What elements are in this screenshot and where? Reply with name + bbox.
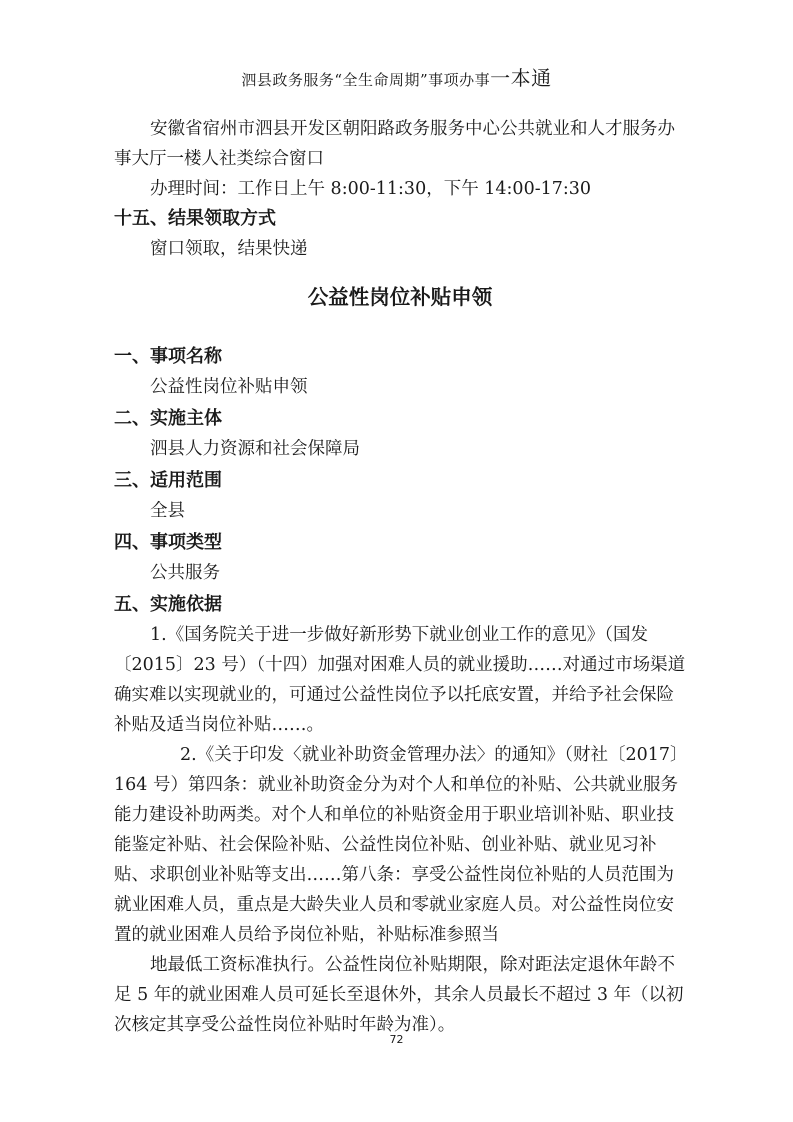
section-15-body: 窗口领取，结果快递 — [150, 239, 308, 259]
basis-item-2: 2.《关于印发〈就业补助资金管理办法〉的通知》（财社〔2017〕164 号）第四条：就业补助资金分为对个人和单位的补贴、公共就业服务能力建设补助两类。对个人和单位的补贴资金用于职业培训补贴、职业技能鉴定补贴、社会保险补贴、公益性岗位补贴、创业补贴、就业见习补贴、求职创业补贴等支出……第八条：享受公益性岗位补贴的人员范围为就业困难人员，重点是大龄失业人员和零就业家庭人员。对公益性岗位安置的就业困难人员给予岗位补贴，补贴标准参照当 — [114, 745, 679, 945]
basis-item-2-continued: 地最低工资标准执行。公益性岗位补贴期限，除对距法定退休年龄不足 5 年的就业困难人员可延长至退休外，其余人员最长不超过 3 年（以初次核定其享受公益性岗位补贴时年龄为准）。 — [114, 955, 684, 1035]
section-1-heading: 一、事项名称 — [114, 346, 222, 367]
section-2-body: 泗县人力资源和社会保障局 — [150, 439, 360, 459]
section-5-heading: 五、实施依据 — [114, 594, 222, 615]
document-title: 公益性岗位补贴申领 — [307, 285, 493, 309]
hours-paragraph: 办理时间：工作日上午 8:00-11:30，下午 14:00-17:30 — [150, 179, 592, 199]
section-2-heading: 二、实施主体 — [114, 408, 222, 429]
section-3-body: 全县 — [150, 501, 185, 521]
section-4-body: 公共服务 — [150, 563, 220, 583]
running-header-suffix: 一本通 — [490, 66, 552, 90]
section-15-heading: 十五、结果领取方式 — [114, 208, 276, 229]
running-header-prefix: 泗县政务服务“全生命周期”事项办事 — [241, 71, 491, 89]
page-number: 72 — [389, 1033, 404, 1046]
section-4-heading: 四、事项类型 — [114, 532, 222, 553]
basis-item-1: 1.《国务院关于进一步做好新形势下就业创业工作的意见》（国发〔2015〕23 号）（十四）加强对困难人员的就业援助……对通过市场渠道确实难以实现就业的，可通过公益性岗位予以托底安置，并给予社会保险补贴及适当岗位补贴……。 — [114, 625, 686, 735]
page-content — [114, 114, 686, 1040]
section-1-body: 公益性岗位补贴申领 — [150, 377, 308, 397]
running-header — [0, 62, 793, 91]
section-3-heading: 三、适用范围 — [114, 470, 222, 491]
address-paragraph: 安徽省宿州市泗县开发区朝阳路政务服务中心公共就业和人才服务办事大厅一楼人社类综合窗口 — [114, 119, 675, 169]
